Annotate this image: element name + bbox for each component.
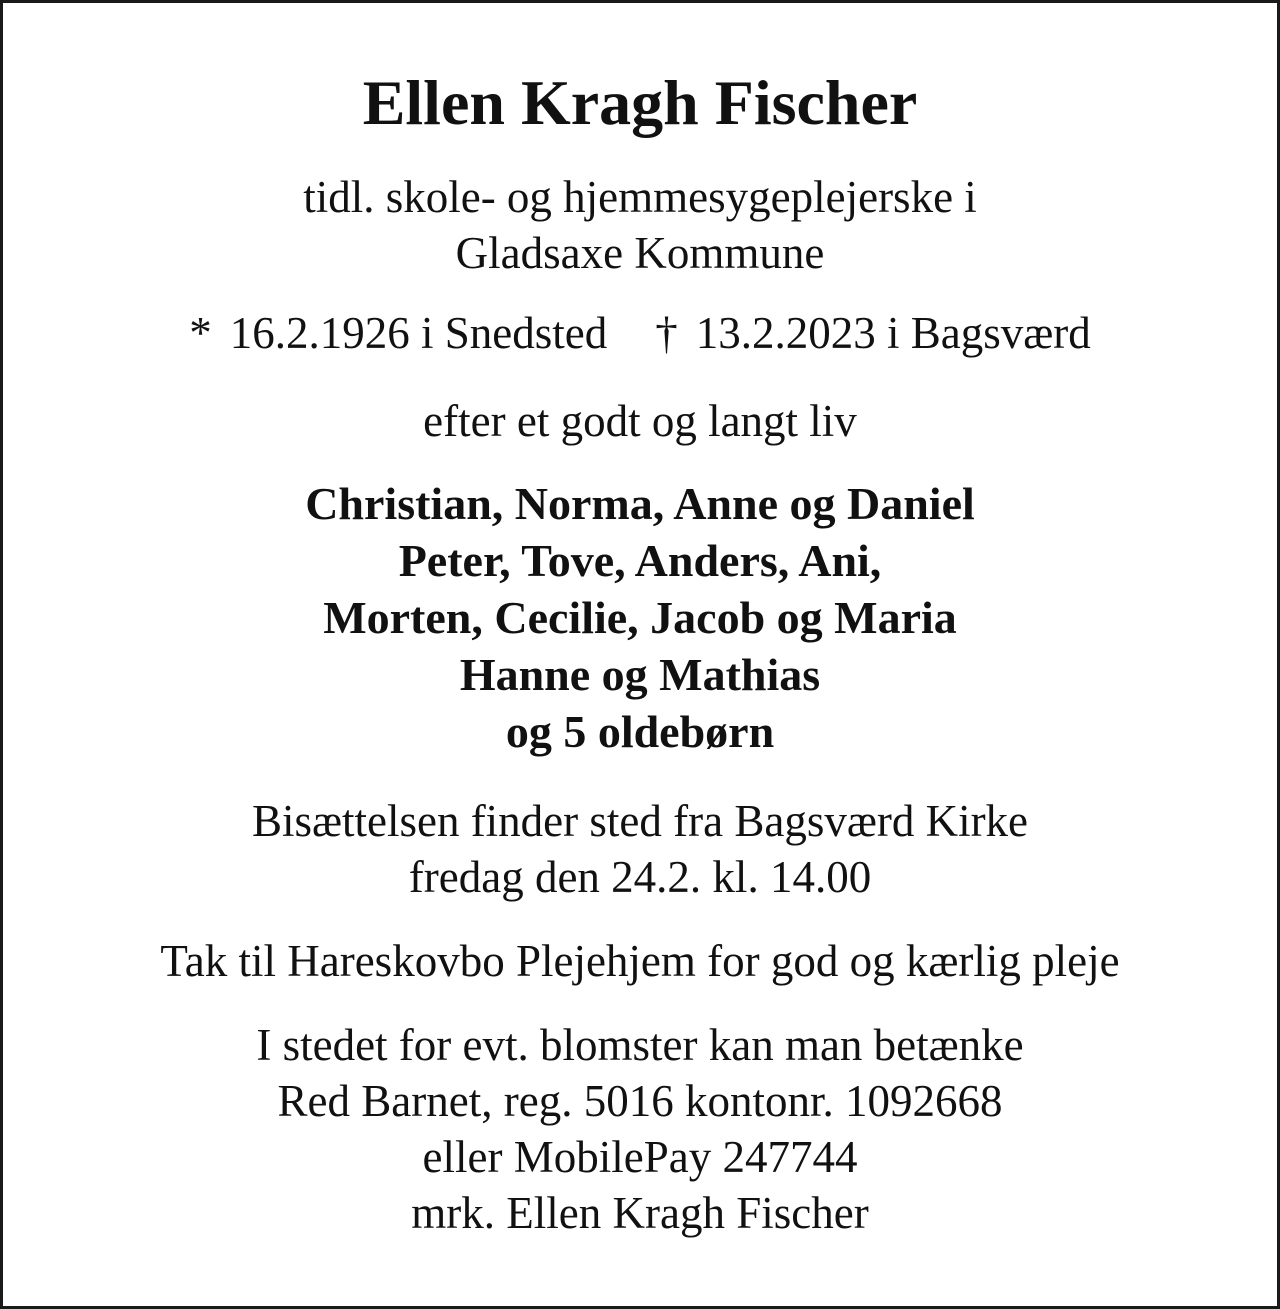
birth-symbol: * — [189, 308, 212, 358]
funeral-info — [3, 793, 1277, 905]
thanks-note: Tak til Hareskovbo Plejehjem for god og kærlig pleje — [160, 936, 1120, 986]
donation-line: Red Barnet, reg. 5016 kontonr. 1092668 — [277, 1076, 1003, 1126]
donation-line: I stedet for evt. blomster kan man betænke — [256, 1020, 1024, 1070]
occupation-line-1: tidl. skole- og hjemmesygeplejerske i — [303, 172, 977, 222]
donation-info — [3, 1017, 1277, 1241]
family-line: Peter, Tove, Anders, Ani, — [398, 535, 882, 586]
family-line: Hanne og Mathias — [459, 649, 821, 700]
tagline: efter et godt og langt liv — [423, 396, 857, 446]
life-dates — [3, 305, 1277, 361]
donation-line: eller MobilePay 247744 — [422, 1132, 858, 1182]
donation-line: mrk. Ellen Kragh Fischer — [411, 1188, 869, 1238]
family-list — [3, 475, 1277, 760]
occupation-line-2: Gladsaxe Kommune — [455, 228, 825, 278]
death-date-place: 13.2.2023 i Bagsværd — [695, 308, 1091, 358]
family-line: Morten, Cecilie, Jacob og Maria — [323, 592, 957, 643]
deceased-name: Ellen Kragh Fischer — [362, 67, 918, 138]
funeral-line-1: Bisættelsen finder sted fra Bagsværd Kirke — [251, 796, 1029, 846]
family-line: Christian, Norma, Anne og Daniel — [305, 478, 975, 529]
occupation — [3, 169, 1277, 281]
funeral-line-2: fredag den 24.2. kl. 14.00 — [408, 852, 872, 902]
family-line: og 5 oldebørn — [505, 706, 775, 757]
death-symbol: † — [655, 308, 678, 358]
birth-date-place: 16.2.1926 i Snedsted — [229, 308, 608, 358]
